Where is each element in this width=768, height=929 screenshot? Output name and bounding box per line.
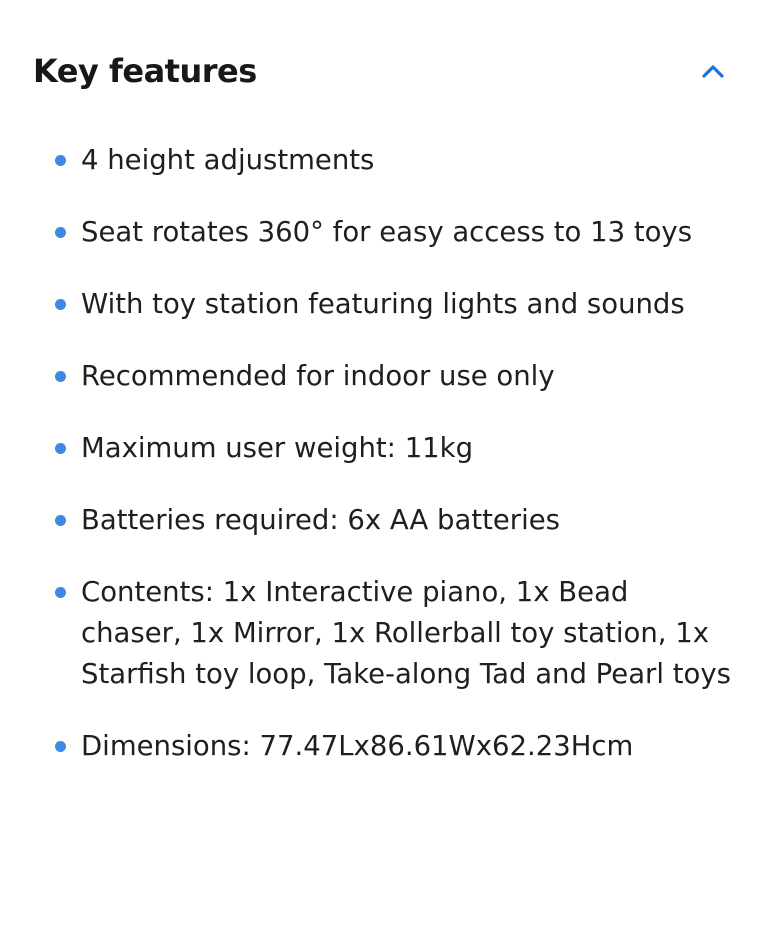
- bullet-icon: [55, 227, 66, 238]
- list-item: [0, 140, 768, 181]
- feature-text: Dimensions: 77.47Lx86.61Wx62.23Hcm: [81, 730, 634, 762]
- list-item: [0, 284, 768, 325]
- bullet-icon: [55, 587, 66, 598]
- section-title: Key features: [33, 52, 257, 90]
- bullet-icon: [55, 371, 66, 382]
- list-item: [0, 726, 768, 767]
- key-features-header[interactable]: [33, 46, 728, 96]
- bullet-icon: [55, 299, 66, 310]
- bullet-icon: [55, 741, 66, 752]
- list-item: [0, 572, 768, 695]
- feature-text: 4 height adjustments: [81, 144, 375, 176]
- feature-text: With toy station featuring lights and sounds: [81, 288, 685, 320]
- list-item: [0, 356, 768, 397]
- bullet-icon: [55, 443, 66, 454]
- bullet-icon: [55, 155, 66, 166]
- feature-text: Contents: 1x Interactive piano, 1x Bead chaser, 1x Mirror, 1x Rollerball toy station, 1x Starfish toy loop, Take-along Tad and Pearl toys: [81, 576, 731, 690]
- chevron-up-icon[interactable]: [698, 56, 728, 86]
- feature-text: Maximum user weight: 11kg: [81, 432, 474, 464]
- feature-text: Seat rotates 360° for easy access to 13 toys: [81, 216, 693, 248]
- list-item: [0, 212, 768, 253]
- list-item: [0, 500, 768, 541]
- feature-text: Recommended for indoor use only: [81, 360, 555, 392]
- features-list: [0, 140, 768, 798]
- bullet-icon: [55, 515, 66, 526]
- list-item: [0, 428, 768, 469]
- feature-text: Batteries required: 6x AA batteries: [81, 504, 560, 536]
